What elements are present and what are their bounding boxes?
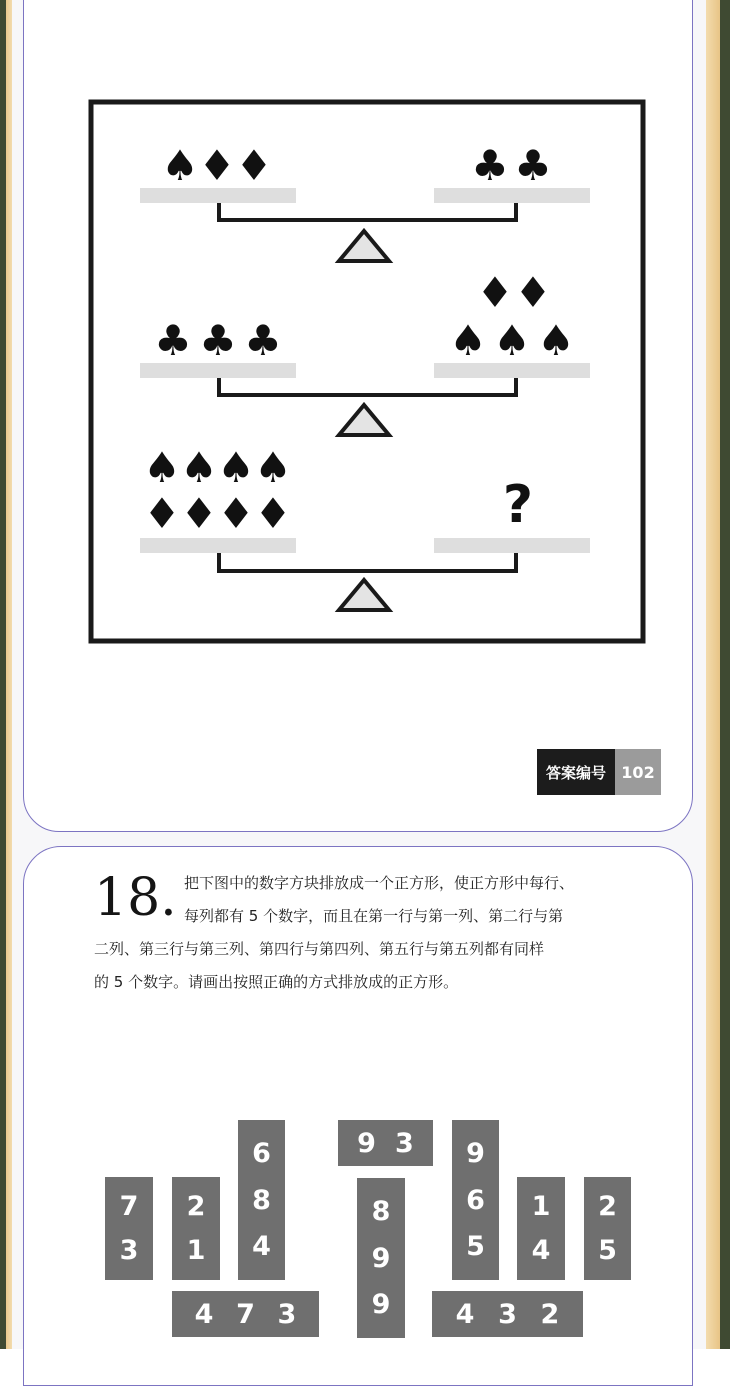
spade-icon: ♠ <box>254 443 292 492</box>
right-pan <box>434 538 590 553</box>
question-number: 18. <box>94 868 177 928</box>
question-text-line: 把下图中的数字方块排放成一个正方形，使正方形中每行、 <box>184 874 575 892</box>
spade-icon: ♠ <box>161 141 199 190</box>
tile-digit: 7 <box>119 1191 139 1223</box>
tile-digit: 3 <box>277 1298 297 1330</box>
number-tile[interactable] <box>584 1177 631 1280</box>
club-icon: ♣ <box>471 141 509 190</box>
number-tile[interactable] <box>172 1177 220 1280</box>
number-tile[interactable] <box>517 1177 565 1280</box>
beam <box>219 378 516 395</box>
tile-digit: 4 <box>531 1234 551 1266</box>
fulcrum-triangle <box>339 580 389 610</box>
tile-digit: 7 <box>236 1298 255 1330</box>
diamond-icon: ♦ <box>180 489 218 538</box>
club-icon: ♣ <box>154 316 192 365</box>
tile-digit: 6 <box>252 1137 271 1169</box>
left-pan <box>140 538 296 553</box>
tile-digit: 9 <box>371 1289 391 1321</box>
tile-digit: 2 <box>598 1191 617 1223</box>
tile-digit: 1 <box>186 1234 206 1266</box>
spade-icon: ♠ <box>449 316 487 365</box>
beam <box>219 553 516 571</box>
left-pan <box>140 188 296 203</box>
tile-digit: 5 <box>466 1231 485 1263</box>
tile-digit: 8 <box>371 1195 391 1227</box>
tile-digit: 2 <box>186 1191 206 1223</box>
answer-label: 答案编号 <box>537 749 615 795</box>
answer-number: 102 <box>615 749 661 795</box>
tile-digit: 5 <box>598 1234 617 1266</box>
beam <box>219 203 516 220</box>
tile-digit: 8 <box>252 1184 271 1216</box>
spade-icon: ♠ <box>217 443 255 492</box>
tile-digit: 3 <box>395 1127 414 1159</box>
number-tile[interactable] <box>432 1291 583 1337</box>
fulcrum-triangle <box>339 405 389 435</box>
question-text-line: 每列都有 5 个数字，而且在第一行与第一列、第二行与第 <box>184 907 564 925</box>
balance-scale-1 <box>140 141 590 261</box>
right-pan <box>434 363 590 378</box>
number-tile[interactable] <box>105 1177 153 1280</box>
number-tile[interactable] <box>357 1178 405 1338</box>
question-text-line: 的 5 个数字。请画出按照正确的方式排放成的正方形。 <box>94 973 459 991</box>
tile-digit: 3 <box>498 1298 517 1330</box>
right-pan <box>434 188 590 203</box>
balance-scale-2 <box>140 268 590 435</box>
spade-icon: ♠ <box>180 443 218 492</box>
number-tile[interactable] <box>172 1291 319 1337</box>
club-icon: ♣ <box>514 141 552 190</box>
tile-digit: 3 <box>119 1234 139 1266</box>
diamond-icon: ♦ <box>235 141 273 190</box>
balance-scale-3 <box>140 443 590 610</box>
tile-digit: 9 <box>357 1127 376 1159</box>
left-pan <box>140 363 296 378</box>
diamond-icon: ♦ <box>476 268 514 317</box>
fulcrum-triangle <box>339 231 389 261</box>
tile-digit: 9 <box>466 1137 485 1169</box>
number-tile[interactable] <box>238 1120 285 1280</box>
club-icon: ♣ <box>244 316 282 365</box>
tile-digit: 4 <box>252 1231 271 1263</box>
number-tile[interactable] <box>338 1120 433 1166</box>
spade-icon: ♠ <box>143 443 181 492</box>
club-icon: ♣ <box>199 316 237 365</box>
spade-icon: ♠ <box>493 316 531 365</box>
diamond-icon: ♦ <box>217 489 255 538</box>
diamond-icon: ♦ <box>254 489 292 538</box>
diamond-icon: ♦ <box>143 489 181 538</box>
number-tile[interactable] <box>452 1120 499 1280</box>
question-text-line: 二列、第三行与第三列、第四行与第四列、第五行与第五列都有同样 <box>94 940 545 958</box>
tile-digit: 4 <box>455 1298 475 1330</box>
tile-digit: 1 <box>531 1191 551 1223</box>
diamond-icon: ♦ <box>514 268 552 317</box>
tile-digit: 9 <box>371 1242 391 1274</box>
question-mark-icon: ? <box>502 475 534 535</box>
answer-number-badge <box>537 749 661 795</box>
diamond-icon: ♦ <box>198 141 236 190</box>
tile-digit: 4 <box>194 1298 214 1330</box>
tile-digit: 2 <box>540 1298 560 1330</box>
spade-icon: ♠ <box>537 316 575 365</box>
tile-digit: 6 <box>466 1184 485 1216</box>
